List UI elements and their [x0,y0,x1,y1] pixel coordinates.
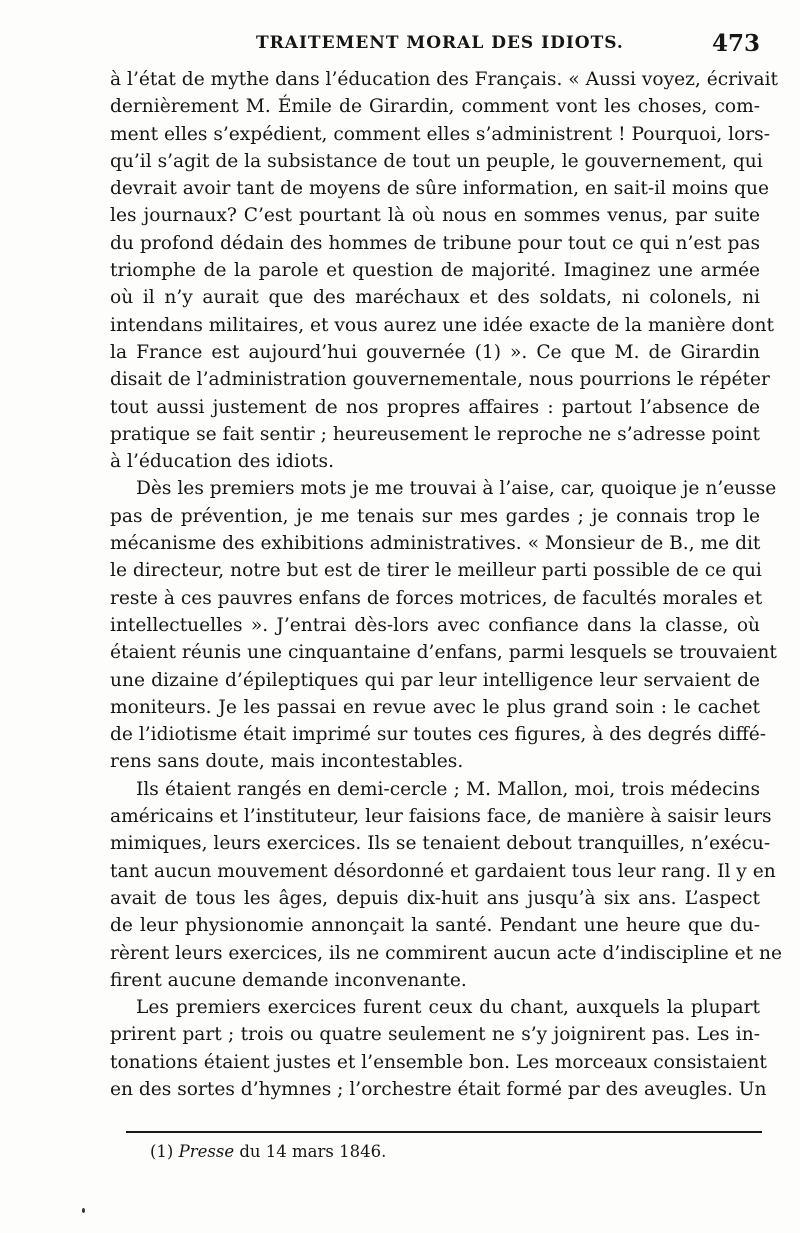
paragraph [110,994,767,1103]
text-line: avait de tous les âges, depuis dix-huit ans jusqu’à six ans. L’aspect [110,887,760,909]
text-line: la France est aujourd’hui gouvernée (1) ». Ce que M. de Girardin [110,341,760,363]
text-line: intellectuelles ». J’entrai dès-lors avec confiance dans la classe, où [110,614,760,636]
text-line: firent aucune demande inconvenante. [110,969,467,991]
text-line: le directeur, notre but est de tirer le meilleur parti possible de ce qui [110,560,762,582]
text-line: du profond dédain des hommes de tribune pour tout ce qui n’est pas [110,232,760,254]
text-line: dernièrement M. Émile de Girardin, comment vont les choses, com- [110,96,760,118]
text-line: qu’il s’agit de la subsistance de tout un peuple, le gouvernement, qui [110,150,763,172]
text-line: triomphe de la parole et question de majorité. Imaginez une armée [110,260,760,282]
text-line: les journaux? C’est pourtant là où nous en sommes venus, par suite [110,205,760,227]
text-line: de leur physionomie annonçait la santé. Pendant une heure que du- [110,915,760,937]
text-line: pas de prévention, je me tenais sur mes gardes ; je connais trop le [110,505,760,527]
paragraph [110,776,782,994]
text-line: mimiques, leurs exercices. Ils se tenaient debout tranquilles, n’exécu- [110,833,771,855]
text-line: mécanisme des exhibitions administratives. « Monsieur de B., me dit [110,533,761,555]
text-line: une dizaine d’épileptiques qui par leur intelligence leur servaient de [110,669,760,691]
text-line: Dès les premiers mots je me trouvai à l’aise, car, quoique je n’eusse [136,478,777,500]
paragraph [110,475,777,775]
text-line: à l’état de mythe dans l’éducation des Français. « Aussi voyez, écrivait [110,69,778,90]
text-line: rèrent leurs exercices, ils ne commirent aucun acte d’indiscipline et ne [110,942,782,964]
text-line: américains et l’instituteur, leur faisions face, de manière à saisir leurs [110,806,772,828]
running-title: TRAITEMENT MORAL DES IDIOTS. [256,33,624,53]
text-line: de l’idiotisme était imprimé sur toutes ces figures, à des degrés diffé- [110,724,767,746]
margin-speck [82,1208,85,1213]
text-line: étaient réunis une cinquantaine d’enfans, parmi lesquels se trouvaient [110,642,777,664]
text-line: tant aucun mouvement désordonné et gardaient tous leur rang. Il y en [110,860,776,882]
footnote-journal: Presse [178,1142,235,1161]
text-line: pratique se fait sentir ; heureusement le reproche ne s’adresse point [110,423,760,445]
text-line: reste à ces pauvres enfans de forces motrices, de facultés morales et [110,587,763,609]
page-number: 473 [711,30,760,57]
text-line: ment elles s’expédient, comment elles s’administrent ! Pourquoi, lors- [110,123,770,145]
footnote-rule [126,1131,762,1133]
text-line: à l’éducation des idiots. [110,451,335,473]
footnote [150,1141,386,1163]
text-line: prirent part ; trois ou quatre seulement ne s’y joignirent pas. Les in- [110,1024,760,1046]
text-line: Ils étaient rangés en demi-cercle ; M. Mallon, moi, trois médecins [136,778,760,800]
text-line: intendans militaires, et vous aurez une idée exacte de la manière dont [110,314,774,336]
text-line: tout aussi justement de nos propres affaires : partout l’absence de [110,396,760,418]
text-line: disait de l’administration gouvernementale, nous pourrions le répéter [110,369,770,391]
text-line: tonations étaient justes et l’ensemble bon. Les morceaux consistaient [110,1051,767,1073]
body-text [110,66,782,1103]
text-line: Les premiers exercices furent ceux du chant, auxquels la plupart [136,997,760,1019]
text-line: où il n’y aurait que des maréchaux et des soldats, ni colonels, ni [110,287,760,309]
text-line: devrait avoir tant de moyens de sûre information, en sait-il moins que [110,178,769,200]
footnote-marker: (1) [150,1142,174,1161]
text-line: en des sortes d’hymnes ; l’orchestre était formé par des aveugles. Un [110,1078,767,1100]
page-header [110,30,760,59]
text-line: rens sans doute, mais incontestables. [110,751,464,773]
paragraph [110,66,778,475]
footnote-text: du 14 mars 1846. [239,1142,387,1161]
text-line: moniteurs. Je les passai en revue avec le plus grand soin : le cachet [110,696,760,718]
